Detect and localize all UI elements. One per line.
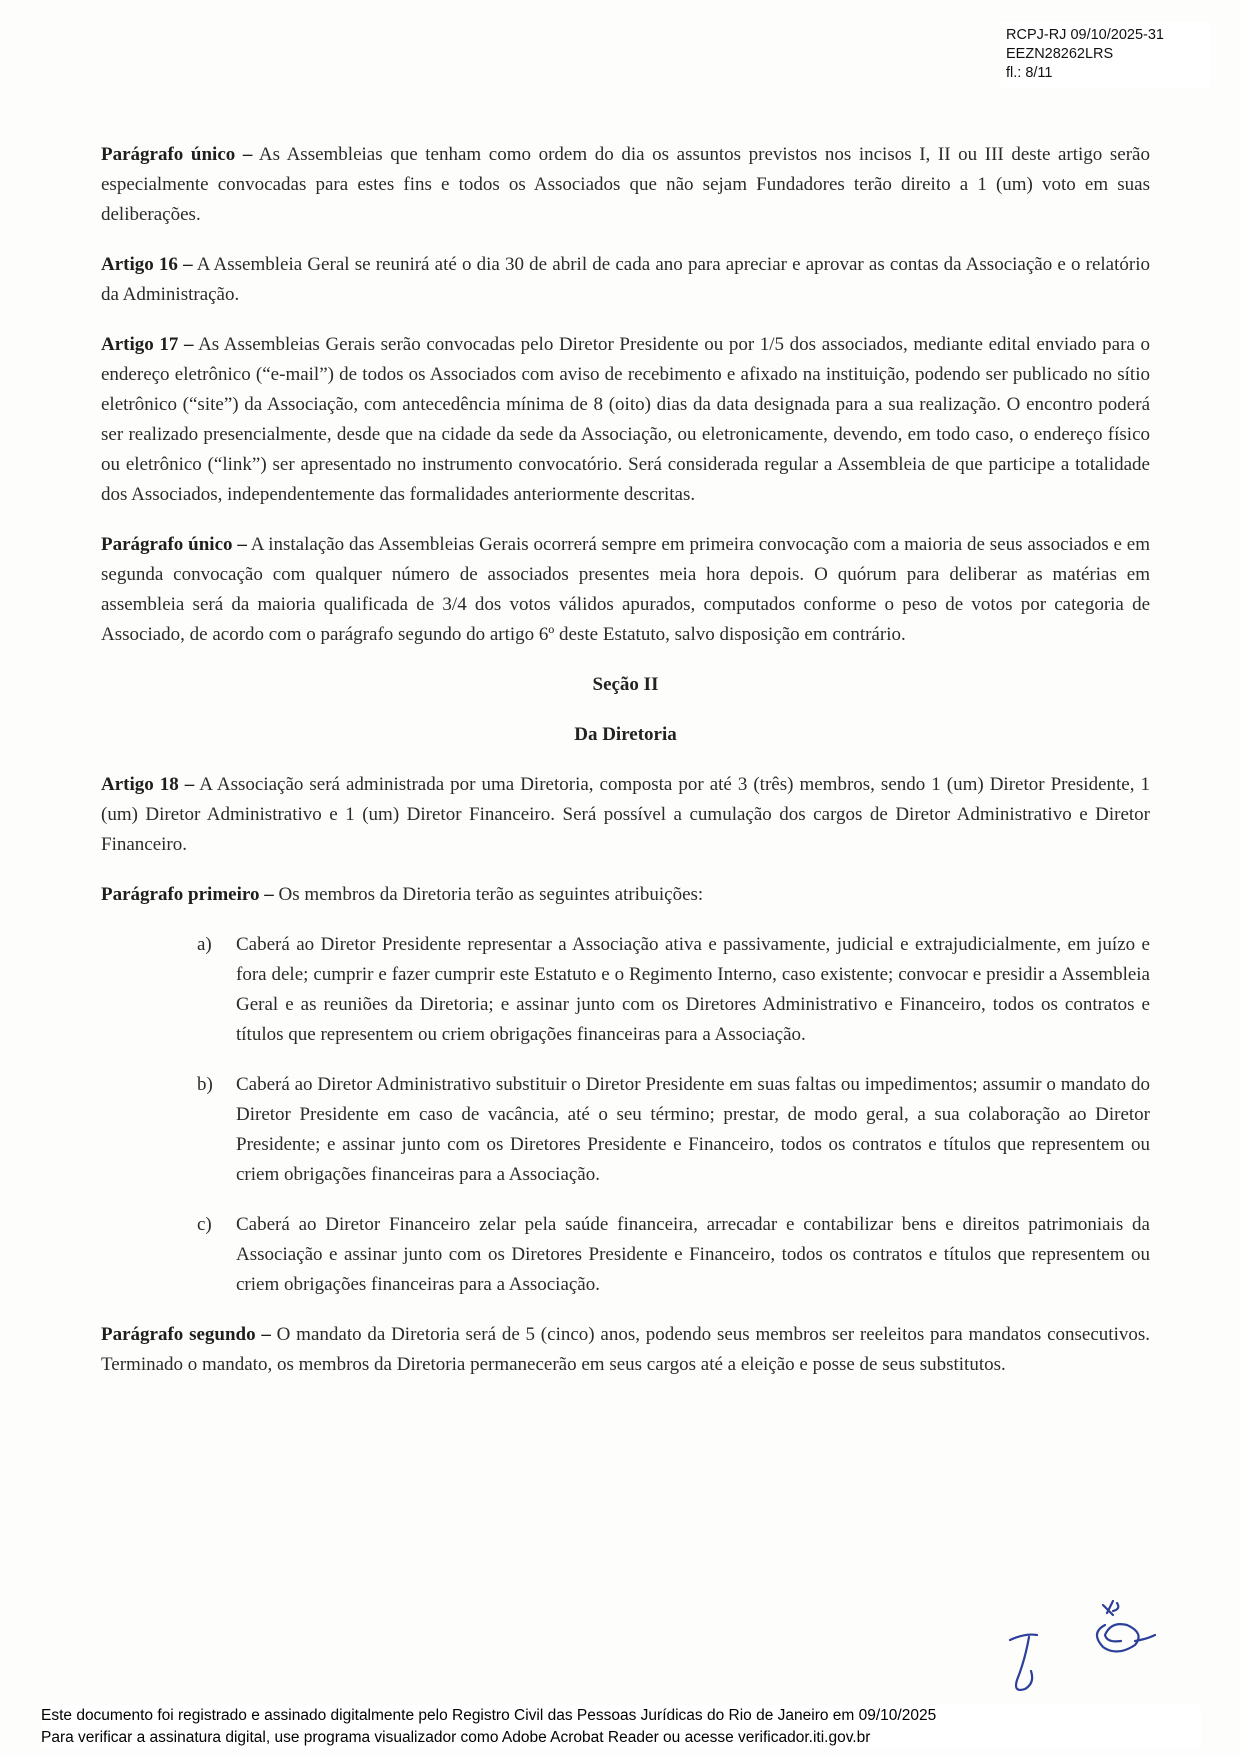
article-text: A Associação será administrada por uma Diretoria, composta por até 3 (três) membros, sendo 1 (um) Diretor Presidente, 1 (um) Diretor Administrativo e 1 (um) Diretor Financeiro. Será possível a cumulação dos cargos de Diretor Administrativo e Diretor Financeiro. <box>101 774 1150 855</box>
list-item <box>101 1070 1150 1190</box>
paragraph-unico-2 <box>101 530 1150 650</box>
paragraph-text: Os membros da Diretoria terão as seguintes atribuições: <box>273 884 704 905</box>
registry-stamp <box>1000 22 1210 87</box>
initial-right-loop <box>1097 1624 1139 1651</box>
statute-body <box>101 140 1150 1400</box>
paragraph-text: A instalação das Assembleias Gerais ocorrerá sempre em primeira convocação com a maioria de seus associados e em segunda convocação com qualquer número de associados presentes meia hora depois. O quórum para deliberar as matérias em assembleia será da maioria qualificada de 3/4 dos votos válidos apurados, computados conforme o peso de votos por categoria de Associado, de acordo com o parágrafo segundo do artigo 6º deste Estatuto, salvo disposição em contrário. <box>101 534 1150 645</box>
paragraph-text: O mandato da Diretoria será de 5 (cinco) anos, podendo seus membros ser reeleitos para mandatos consecutivos. Terminado o mandato, os membros da Diretoria permanecerão em seus cargos até a eleição e posse de seus substitutos. <box>101 1324 1150 1375</box>
article-18 <box>101 770 1150 860</box>
stamp-line-code: EEZN28262LRS <box>1006 46 1114 62</box>
article-16 <box>101 250 1150 310</box>
article-17 <box>101 330 1150 510</box>
digital-signature-footer <box>41 1705 1201 1749</box>
list-item <box>101 1210 1150 1300</box>
article-text: As Assembleias Gerais serão convocadas pelo Diretor Presidente ou por 1/5 dos associados, mediante edital enviado para o endereço eletrônico (“e-mail”) de todos os Associados com aviso de recebimento e afixado na instituição, podendo ser publicado no sítio eletrônico (“site”) da Associação, com antecedência mínima de 8 (oito) dias da data designada para a sua realização. O encontro poderá ser realizado presencialmente, desde que na cidade da sede da Associação, ou eletronicamente, devendo, em todo caso, o endereço físico ou eletrônico (“link”) ser apresentado no instrumento convocatório. Será considerada regular a Assembleia de que participe a totalidade dos Associados, independentemente das formalidades anteriormente descritas. <box>101 334 1150 505</box>
list-item-marker: a) <box>197 934 212 955</box>
paragraph-text: As Assembleias que tenham como ordem do dia os assuntos previstos nos incisos I, II ou III deste artigo serão especialmente convocadas para estes fins e todos os Associados que não sejam Fundadores terão direito a 1 (um) voto em suas deliberações. <box>101 144 1150 225</box>
list-item-text: Caberá ao Diretor Administrativo substituir o Diretor Presidente em suas faltas ou impedimentos; assumir o mandato do Diretor Presidente em caso de vacância, até o seu término; prestar, de modo geral, a sua colaboração ao Diretor Presidente; e assinar junto com os Diretores Presidente e Financeiro, todos os contratos e títulos que representem ou criem obrigações financeiras para a Associação. <box>236 1074 1150 1185</box>
footer-line-verification: Para verificar a assinatura digital, use programa visualizador como Adobe Acrobat Reader ou acesse verificador.iti.gov.br <box>41 1729 871 1746</box>
list-item-marker: c) <box>197 1214 212 1235</box>
initial-top-mark <box>1103 1601 1118 1615</box>
paragraph-label: Parágrafo único – <box>101 144 253 165</box>
paragraph-primeiro <box>101 880 1150 910</box>
stamp-line-registry-date: RCPJ-RJ 09/10/2025-31 <box>1006 27 1164 43</box>
handwritten-initials <box>995 1585 1185 1705</box>
article-label: Artigo 17 – <box>101 334 194 355</box>
stamp-line-sheet: fl.: 8/11 <box>1006 65 1053 81</box>
section-subtitle: Da Diretoria <box>574 724 677 745</box>
paragraph-label: Parágrafo segundo – <box>101 1324 271 1345</box>
list-item-text: Caberá ao Diretor Presidente representar a Associação ativa e passivamente, judicial e extrajudicialmente, em juízo e fora dele; cumprir e fazer cumprir este Estatuto e o Regimento Interno, caso existente; convocar e presidir a Assembleia Geral e as reuniões da Diretoria; e assinar junto com os Diretores Administrativo e Financeiro, todos os contratos e títulos que representem ou criem obrigações financeiras para a Associação. <box>236 934 1150 1045</box>
list-item <box>101 930 1150 1050</box>
article-label: Artigo 18 – <box>101 774 195 795</box>
footer-line-registration: Este documento foi registrado e assinado digitalmente pelo Registro Civil das Pessoas Jurídicas do Rio de Janeiro em 09/10/2025 <box>41 1707 937 1724</box>
paragraph-label: Parágrafo único – <box>101 534 247 555</box>
list-item-text: Caberá ao Diretor Financeiro zelar pela saúde financeira, arrecadar e contabilizar bens e direitos patrimoniais da Associação e assinar junto com os Diretores Presidente e Financeiro, todos os contratos e títulos que representem ou criem obrigações financeiras para a Associação. <box>236 1214 1150 1295</box>
attributions-list <box>101 930 1150 1300</box>
section-title: Seção II <box>592 674 659 695</box>
article-text: A Assembleia Geral se reunirá até o dia 30 de abril de cada ano para apreciar e aprovar as contas da Associação e o relatório da Administração. <box>101 254 1150 305</box>
paragraph-label: Parágrafo primeiro – <box>101 884 274 905</box>
paragraph-unico-1 <box>101 140 1150 230</box>
initial-left <box>1010 1635 1037 1690</box>
article-label: Artigo 16 – <box>101 254 193 275</box>
paragraph-segundo <box>101 1320 1150 1380</box>
list-item-marker: b) <box>197 1074 213 1095</box>
